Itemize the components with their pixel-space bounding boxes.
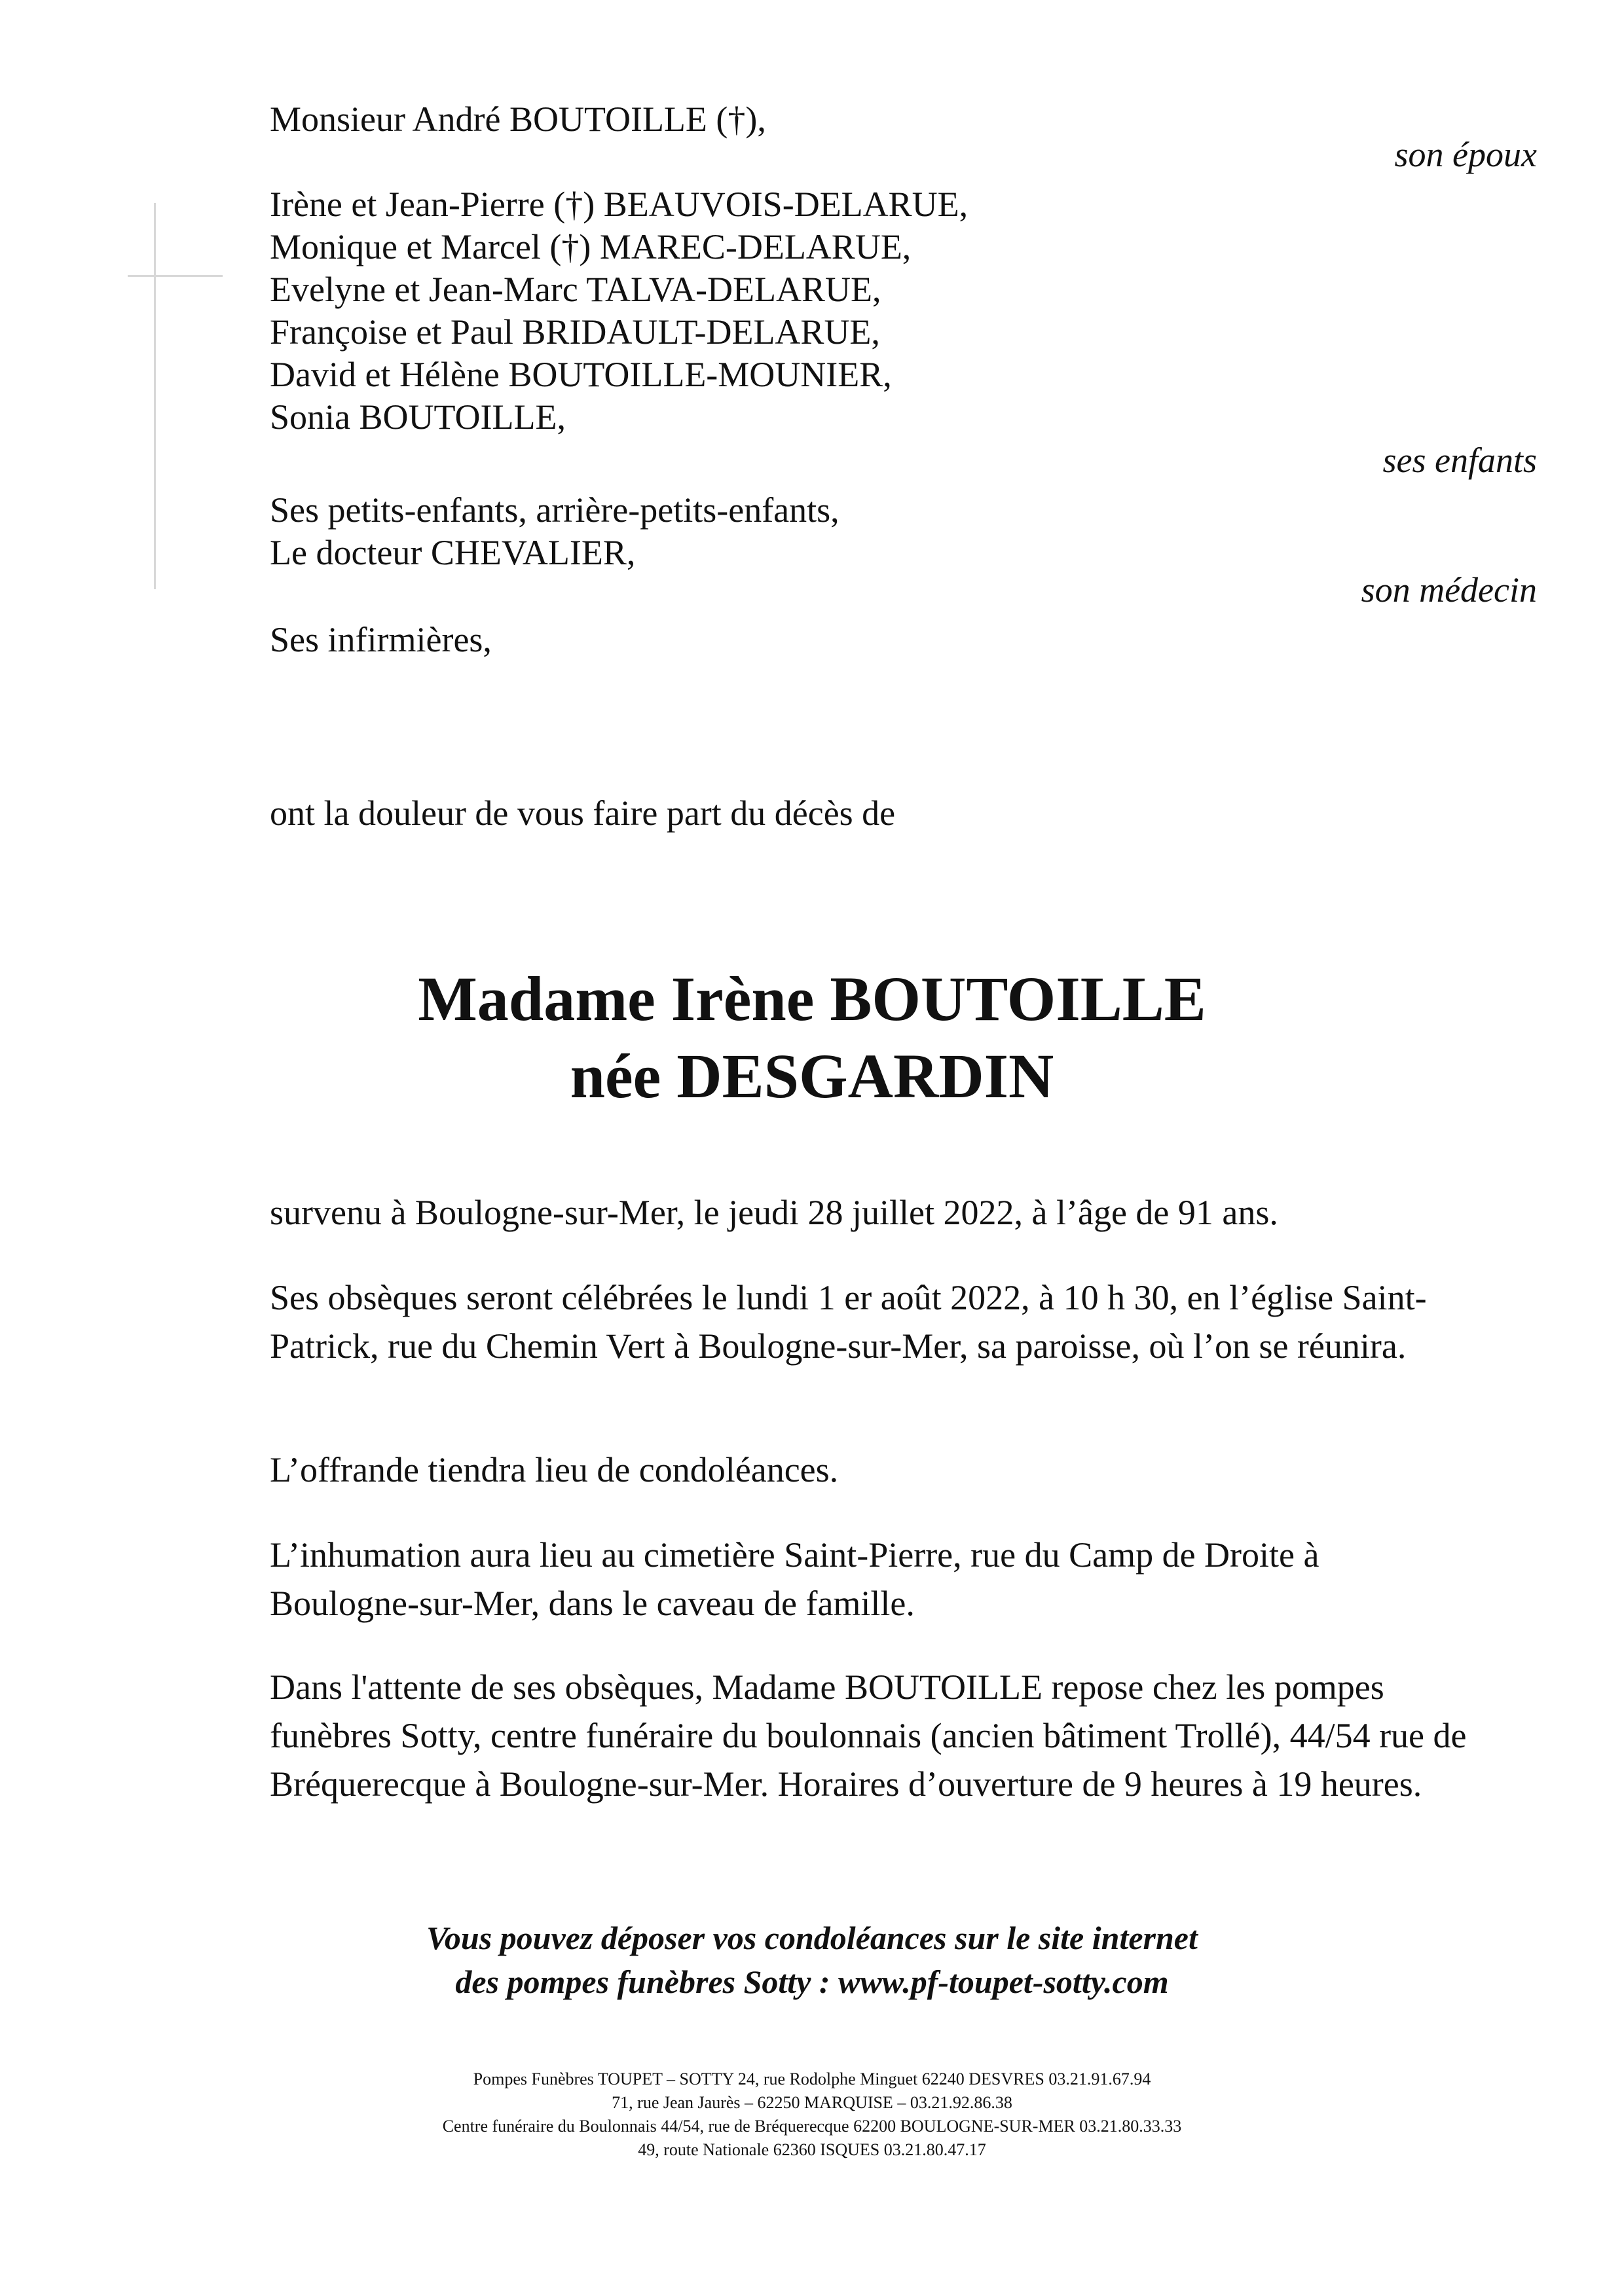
condolences-line-2: des pompes funèbres Sotty : www.pf-toupet-sotty.com [455,1963,1169,2000]
deceased-name: Madame Irène BOUTOILLE [418,964,1206,1034]
condolences-line-1: Vous pouvez déposer vos condoléances sur le site internet [426,1920,1198,1956]
family-line-child-6: Sonia BOUTOILLE, [270,397,566,437]
offering-paragraph: L’offrande tiendra lieu de condoléances. [270,1450,839,1489]
rest-paragraph: Dans l'attente de ses obsèques, Madame BOUTOILLE repose chez les pompes funèbres Sotty, centre funéraire du boulonnais (ancien bâtiment Trollé), 44/54 rue de Bréquerecque à Boulogne-sur-Mer. Horaires d’ouverture de 9 heures à 19 heures. [270,1667,1467,1804]
footer-line-1: Pompes Funèbres TOUPET – SOTTY 24, rue Rodolphe Minguet 62240 DESVRES 03.21.91.67.94 [473,2069,1151,2088]
family-line-grandchildren: Ses petits-enfants, arrière-petits-enfants, [270,490,840,530]
role-spouse: son époux [1394,135,1537,174]
family-line-nurses: Ses infirmières, [270,620,492,659]
burial-paragraph: L’inhumation aura lieu au cimetière Saint-Pierre, rue du Camp de Droite à Boulogne-sur-Mer, dans le caveau de famille. [270,1535,1320,1623]
funeral-paragraph: Ses obsèques seront célébrées le lundi 1 er août 2022, à 10 h 30, en l’église Saint-Patrick, rue du Chemin Vert à Boulogne-sur-Mer, sa paroisse, où l’on se réunira. [270,1278,1427,1366]
role-children: ses enfants [1382,441,1537,480]
announcement-intro: ont la douleur de vous faire part du décès de [270,793,896,833]
family-line-spouse: Monsieur André BOUTOILLE (†), [270,100,766,139]
footer-line-2: 71, rue Jean Jaurès – 62250 MARQUISE – 03.21.92.86.38 [612,2093,1012,2112]
footer-line-3: Centre funéraire du Boulonnais 44/54, rue de Bréquerecque 62200 BOULOGNE-SUR-MER 03.21.80.33.33 [442,2117,1182,2136]
death-paragraph: survenu à Boulogne-sur-Mer, le jeudi 28 juillet 2022, à l’âge de 91 ans. [270,1193,1278,1232]
family-line-child-1: Irène et Jean-Pierre (†) BEAUVOIS-DELARUE, [270,185,969,224]
family-line-child-5: David et Hélène BOUTOILLE-MOUNIER, [270,355,892,394]
footer-line-4: 49, route Nationale 62360 ISQUES 03.21.80.47.17 [638,2140,986,2159]
family-line-child-3: Evelyne et Jean-Marc TALVA-DELARUE, [270,270,881,309]
deceased-birth-name: née DESGARDIN [570,1041,1054,1111]
cross-vertical-decoration [154,203,156,589]
role-doctor: son médecin [1361,570,1537,610]
family-line-child-2: Monique et Marcel (†) MAREC-DELARUE, [270,227,912,266]
cross-horizontal-decoration [128,275,223,277]
family-line-doctor: Le docteur CHEVALIER, [270,533,636,572]
family-line-child-4: Françoise et Paul BRIDAULT-DELARUE, [270,312,880,352]
